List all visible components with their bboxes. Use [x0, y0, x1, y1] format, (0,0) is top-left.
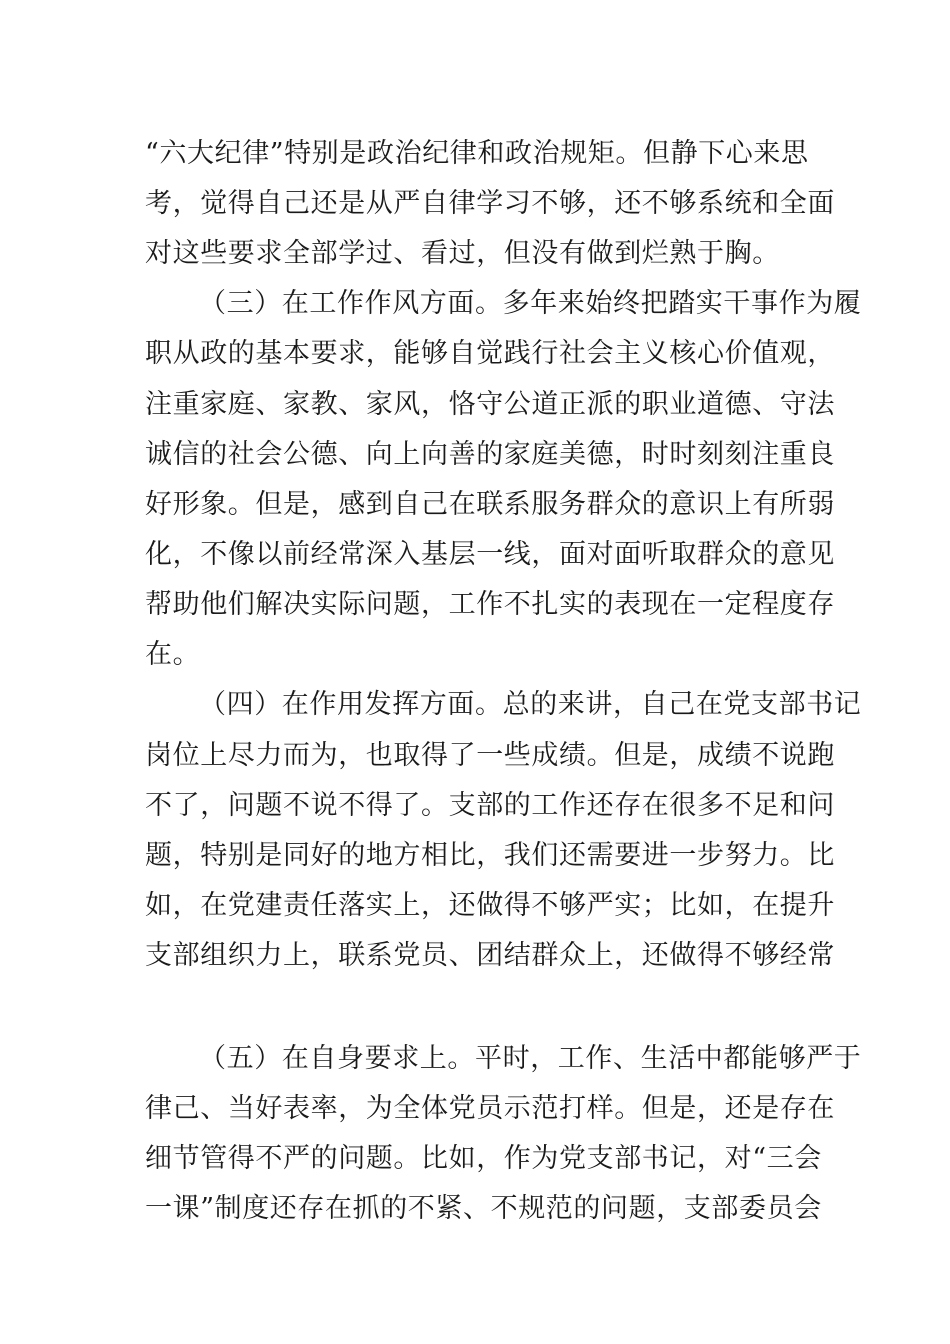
- paragraph-heading-4: （四）在作用发挥方面。总的来讲，自己在党支部书记: [199, 689, 862, 720]
- text-line: 一课”制度还存在抓的不紧、不规范的问题，支部委员会: [145, 1193, 822, 1224]
- text-line: 支部组织力上，联系党员、团结群众上，还做得不够经常: [145, 940, 835, 971]
- text-line: 对这些要求全部学过、看过，但没有做到烂熟于胸。: [145, 238, 780, 269]
- paragraph-heading-5: （五）在自身要求上。平时，工作、生活中都能够严于: [199, 1043, 862, 1074]
- text-line: 注重家庭、家教、家风，恪守公道正派的职业道德、守法: [145, 389, 835, 420]
- text-line: “六大纪律”特别是政治纪律和政治规矩。但静下心来思: [145, 138, 809, 169]
- text-line: 帮助他们解决实际问题，工作不扎实的表现在一定程度存: [145, 589, 835, 620]
- text-line: 题，特别是同好的地方相比，我们还需要进一步努力。比: [145, 840, 835, 871]
- text-line: 好形象。但是，感到自己在联系服务群众的意识上有所弱: [145, 489, 835, 520]
- text-line: 职从政的基本要求，能够自觉践行社会主义核心价值观，: [145, 338, 835, 369]
- text-line: 在。: [145, 639, 201, 670]
- text-line: 如，在党建责任落实上，还做得不够严实；比如，在提升: [145, 890, 835, 921]
- text-line: 律己、当好表率，为全体党员示范打样。但是，还是存在: [145, 1093, 835, 1124]
- text-line: 岗位上尽力而为，也取得了一些成绩。但是，成绩不说跑: [145, 740, 835, 771]
- text-line: 细节管得不严的问题。比如，作为党支部书记，对“三会: [145, 1143, 822, 1174]
- text-line: 不了，问题不说不得了。支部的工作还存在很多不足和问: [145, 790, 835, 821]
- text-line: 化，不像以前经常深入基层一线，面对面听取群众的意见: [145, 539, 835, 570]
- text-line: 诚信的社会公德、向上向善的家庭美德，时时刻刻注重良: [145, 439, 835, 470]
- text-line: 考，觉得自己还是从严自律学习不够，还不够系统和全面: [145, 188, 835, 219]
- paragraph-heading-3: （三）在工作作风方面。多年来始终把踏实干事作为履: [199, 288, 862, 319]
